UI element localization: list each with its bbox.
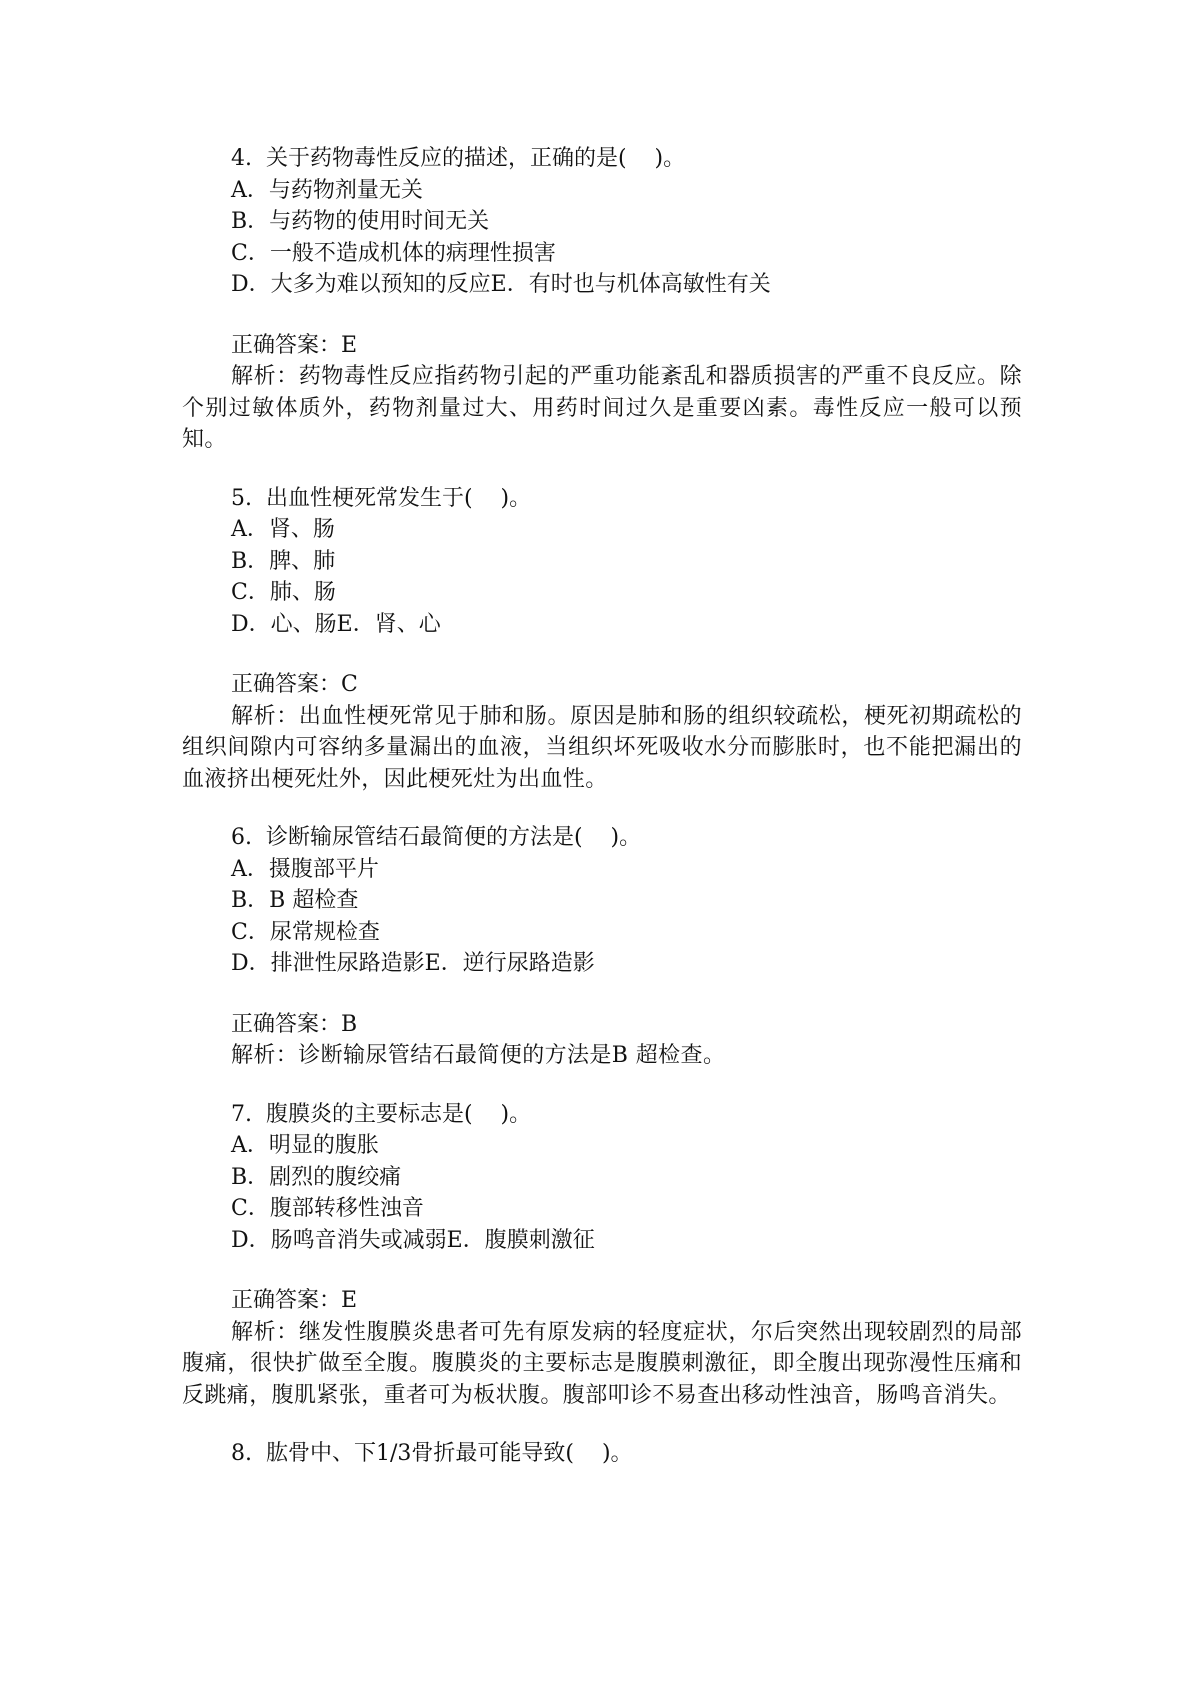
- option-a: A．明显的腹胀: [231, 1133, 379, 1158]
- spacer: [182, 1411, 1022, 1438]
- option-c: C．尿常规检查: [231, 919, 380, 945]
- answer-line: 正确答案：E: [231, 332, 358, 358]
- option-a: A．肾、肠: [231, 517, 335, 542]
- spacer: [182, 795, 1022, 822]
- option-b: B．剧烈的腹绞痛: [231, 1164, 402, 1190]
- spacer: [182, 1256, 1022, 1285]
- analysis-text: 解析：诊断输尿管结石最简便的方法是B 超检查。: [231, 1043, 726, 1068]
- analysis-text: 解析：继发性腹膜炎患者可先有原发病的轻度症状，尔后突然出现较剧烈的局部腹痛，很快扩做至全腹。腹膜炎的主要标志是腹膜刺激征，即全腹出现弥漫性压痛和反跳痛，腹肌紧张，重者可为板状腹。腹部叩诊不易查出移动性浊音，肠鸣音消失。: [182, 1319, 1022, 1408]
- option-c: C．一般不造成机体的病理性损害: [231, 240, 556, 266]
- option-d-e: D．大多为难以预知的反应E．有时也与机体高敏性有关: [231, 272, 771, 297]
- option-d-e: D．心、肠E．肾、心: [231, 611, 441, 637]
- spacer: [182, 640, 1022, 669]
- answer-line: 正确答案：C: [231, 672, 358, 697]
- answer-line: 正确答案：B: [231, 1011, 358, 1037]
- document-page: [182, 143, 1022, 1470]
- option-d-e: D．排泄性尿路造影E．逆行尿路造影: [231, 951, 595, 976]
- option-c: C．腹部转移性浊音: [231, 1196, 424, 1221]
- option-d-e: D．肠鸣音消失或减弱E．腹膜刺激征: [231, 1227, 595, 1253]
- question-stem: 7. 腹膜炎的主要标志是( )。: [231, 1101, 532, 1127]
- question-stem: 5. 出血性梗死常发生于( )。: [231, 485, 532, 511]
- option-a: A．与药物剂量无关: [231, 177, 423, 203]
- option-b: B．B 超检查: [231, 888, 359, 913]
- question-block: [182, 143, 1022, 456]
- question-stem: 8. 肱骨中、下1/3骨折最可能导致( )。: [231, 1441, 633, 1466]
- answer-line: 正确答案：E: [231, 1288, 358, 1313]
- analysis-text: 解析：出血性梗死常见于肺和肠。原因是肺和肠的组织较疏松，梗死初期疏松的组织间隙内可容纳多量漏出的血液，当组织坏死吸收水分而膨胀时，也不能把漏出的血液挤出梗死灶外，因此梗死灶为出血性。: [182, 703, 1022, 792]
- question-block: [182, 1099, 1022, 1412]
- question-block: [182, 483, 1022, 796]
- question-block: [182, 1438, 1022, 1470]
- question-stem: 6. 诊断输尿管结石最简便的方法是( )。: [231, 825, 642, 850]
- spacer: [182, 1072, 1022, 1099]
- question-stem: 4. 关于药物毒性反应的描述，正确的是( )。: [231, 146, 686, 171]
- question-block: [182, 822, 1022, 1072]
- analysis-text: 解析：药物毒性反应指药物引起的严重功能紊乱和器质损害的严重不良反应。除个别过敏体质外，药物剂量过大、用药时间过久是重要凶素。毒性反应一般可以预知。: [182, 364, 1022, 452]
- option-b: B．与药物的使用时间无关: [231, 209, 490, 234]
- option-b: B．脾、肺: [231, 548, 336, 574]
- spacer: [182, 980, 1022, 1009]
- option-c: C．肺、肠: [231, 580, 336, 605]
- spacer: [182, 456, 1022, 483]
- spacer: [182, 301, 1022, 330]
- option-a: A．摄腹部平片: [231, 856, 379, 882]
